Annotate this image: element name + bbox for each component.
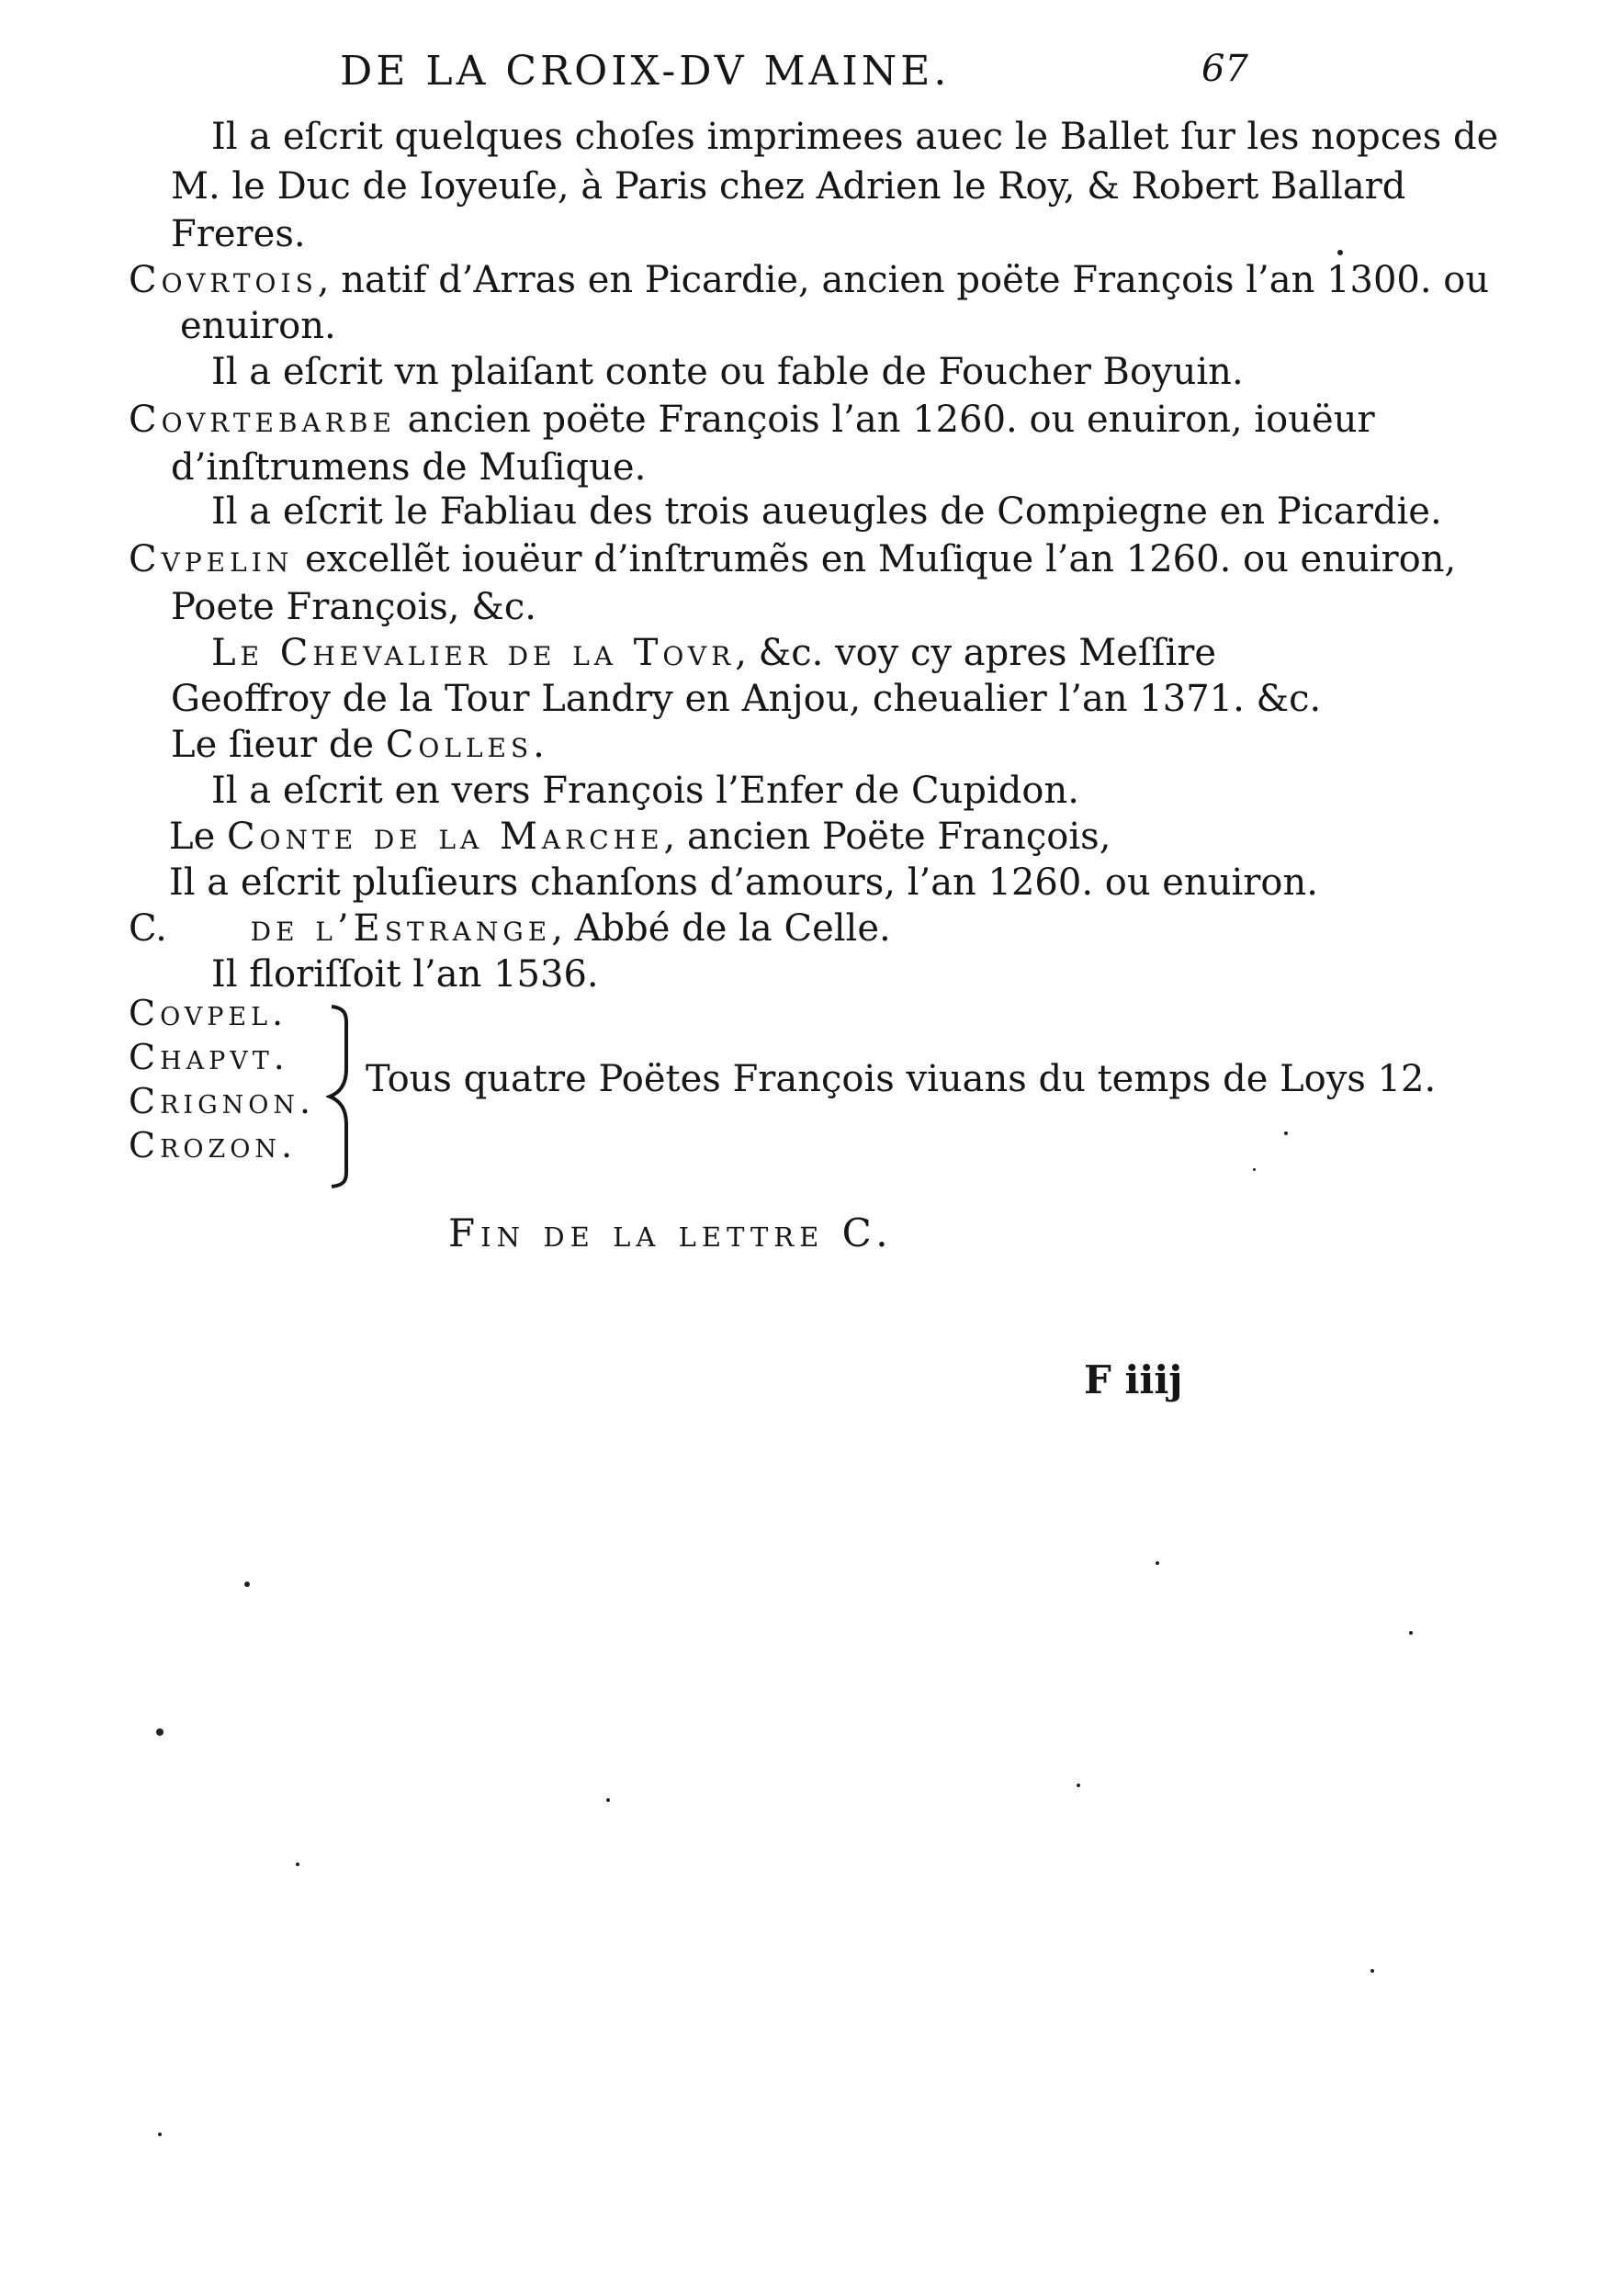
entry-cupelin [129, 536, 1456, 582]
entry-name: Covrtois [129, 259, 318, 301]
text-line-1: Il a eſcrit quelques choſes imprimees auec le Ballet ſur les nopces de [211, 116, 1499, 158]
section-end-heading: Fin de la lettre C. [448, 1210, 894, 1255]
text-line-13: Geoffroy de la Tour Landry en Anjou, cheualier l’an 1371. &c. [171, 678, 1322, 720]
entry-text: excellẽt iouëur d’inſtrumẽs en Muſique l’an 1260. ou enuiron, [293, 538, 1457, 580]
entry-name: Cvpelin [129, 538, 294, 580]
curly-brace-icon [326, 1005, 367, 1188]
entry-text: , natif d’Arras en Picardie, ancien poëte François l’an 1300. ou [317, 259, 1490, 301]
entry-courtois [129, 257, 1489, 303]
entry-text: ancien poëte François l’an 1260. ou enuiron, iouëur [395, 399, 1375, 441]
group-name-1: Covpel. [129, 993, 288, 1033]
entry-chevalier-tour [211, 630, 1216, 676]
text-line-17: Il a eſcrit pluſieurs chanſons d’amours, l’an 1260. ou enuiron. [169, 861, 1318, 904]
group-name-2: Chapvt. [129, 1037, 289, 1077]
group-name-3: Crignon. [129, 1081, 316, 1121]
text-line-2: M. le Duc de Ioyeuſe, à Paris chez Adrien le Roy, & Robert Ballard [171, 165, 1406, 208]
entry-name: Covrtebarbe [129, 399, 396, 441]
text-line-15: Il a eſcrit en vers François l’Enfer de Cupidon. [211, 770, 1079, 812]
text-line-19: Il floriſſoit l’an 1536. [211, 953, 599, 996]
page-number: 67 [1201, 48, 1248, 90]
text-line-9: Il a eſcrit le Fabliau des trois aueugles de Compiegne en Picardie. [211, 490, 1442, 533]
entry-name: Colles. [385, 724, 549, 766]
text-line-5: enuiron. [180, 305, 336, 347]
entry-initial: C. [129, 907, 167, 950]
entry-text: , ancien Poëte François, [663, 816, 1111, 858]
entry-text: , Abbé de la Celle. [551, 907, 891, 950]
entry-text: , &c. voy cy apres Meſſire [735, 632, 1217, 674]
group-description: Tous quatre Poëtes François viuans du temps de Loys 12. [366, 1058, 1437, 1100]
text-line-8: d’inſtrumens de Muſique. [171, 446, 647, 489]
text-line-3: Freres. [171, 213, 306, 255]
entry-estrange [129, 906, 891, 951]
entry-courtebarbe [129, 397, 1375, 443]
entry-text: Le ſieur de [171, 724, 386, 766]
text-line-11: Poete François, &c. [171, 586, 536, 628]
group-name-4: Crozon. [129, 1125, 298, 1165]
signature-mark: F iiij [1084, 1357, 1183, 1402]
entry-text: Le [169, 816, 227, 858]
running-head: DE LA CROIX-DV MAINE. [340, 48, 951, 95]
entry-name: Le Chevalier de la Tovr [211, 632, 736, 674]
entry-name: de l’Estrange [250, 907, 552, 950]
entry-name: Conte de la Marche [226, 816, 664, 858]
entry-colles [171, 722, 549, 768]
entry-conte-marche [169, 814, 1111, 860]
text-line-6: Il a eſcrit vn plaiſant conte ou fable de Foucher Boyuin. [211, 351, 1244, 393]
